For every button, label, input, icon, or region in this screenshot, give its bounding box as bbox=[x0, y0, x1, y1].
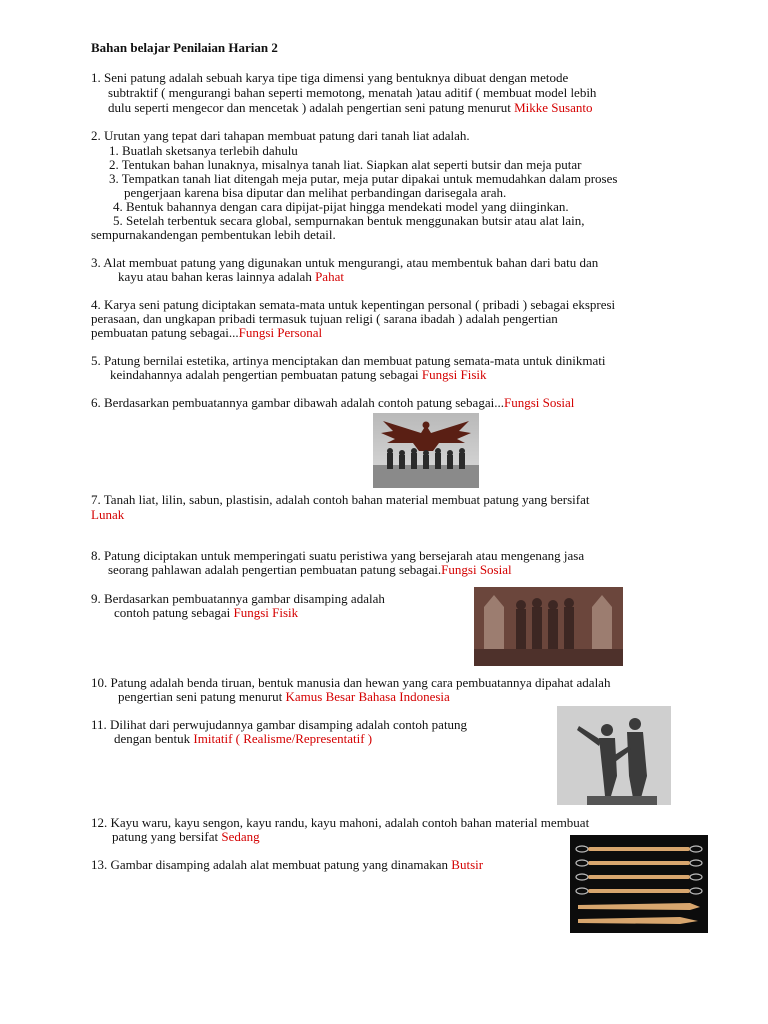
q2-step3b: pengerjaan karena bisa diputar dan melihat perbandingan darisegala arah. bbox=[124, 185, 507, 200]
q2-line1: 2. Urutan yang tepat dari tahapan membuat patung dari tanah liat adalah. bbox=[91, 128, 470, 143]
q13-answer: Butsir bbox=[451, 857, 484, 872]
q4-answer: Fungsi Personal bbox=[238, 325, 323, 340]
q2-step1: 1. Buatlah sketsanya terlebih dahulu bbox=[109, 143, 298, 158]
q3-line2: kayu atau bahan keras lainnya adalah Pahat bbox=[118, 269, 344, 284]
q9-answer: Fungsi Fisik bbox=[233, 605, 299, 620]
q10-line2: pengertian seni patung menurut Kamus Besar Bahasa Indonesia bbox=[118, 689, 450, 704]
q7-line1: 7. Tanah liat, lilin, sabun, plastisin, adalah contoh bahan material membuat patung yang bersifat bbox=[91, 492, 590, 507]
q1-line1: 1. Seni patung adalah sebuah karya tipe tiga dimensi yang bentuknya dibuat dengan metode bbox=[91, 70, 569, 85]
q13-line1: 13. Gambar disamping adalah alat membuat patung yang dinamakan Butsir bbox=[91, 857, 484, 872]
page-title: Bahan belajar Penilaian Harian 2 bbox=[91, 40, 278, 55]
q3-answer: Pahat bbox=[315, 269, 344, 284]
q11-line1: 11. Dilihat dari perwujudannya gambar disamping adalah contoh patung bbox=[91, 717, 468, 732]
q4-line2: perasaan, dan ungkapan pribadi termasuk tujuan religi ( sarana ibadah ) adalah pengertian bbox=[91, 311, 558, 326]
q1-answer: Mikke Susanto bbox=[514, 100, 593, 115]
q9-line1: 9. Berdasarkan pembuatannya gambar disamping adalah bbox=[91, 591, 385, 606]
q8-line2: seorang pahlawan adalah pengertian pembuatan patung sebagai.Fungsi Sosial bbox=[108, 562, 512, 577]
garuda-monument-image bbox=[373, 413, 479, 488]
q1-line3: dulu seperti mengecor dan mencetak ) adalah pengertian seni patung menurut Mikke Susanto bbox=[108, 100, 593, 115]
butsir-tools-image bbox=[570, 835, 708, 933]
q2-step5a: 5. Setelah terbentuk secara global, sempurnakan bentuk menggunakan butsir atau alat lain, bbox=[113, 213, 585, 228]
q3-line1: 3. Alat membuat patung yang digunakan untuk mengurangi, atau membentuk bahan dari batu dan bbox=[91, 255, 599, 270]
q4-line1: 4. Karya seni patung diciptakan semata-mata untuk kepentingan personal ( pribadi ) sebagai ekspresi bbox=[91, 297, 616, 312]
q2-step4: 4. Bentuk bahannya dengan cara dipijat-pijat hingga mendekati model yang diinginkan. bbox=[113, 199, 569, 214]
q12-line2: patung yang bersifat Sedang bbox=[112, 829, 260, 844]
q12-line1: 12. Kayu waru, kayu sengon, kayu randu, kayu mahoni, adalah contoh bahan material membuat bbox=[91, 815, 590, 830]
q5-line1: 5. Patung bernilai estetika, artinya menciptakan dan membuat patung semata-mata untuk dinikmati bbox=[91, 353, 606, 368]
q6-answer: Fungsi Sosial bbox=[503, 395, 575, 410]
q1-line2: subtraktif ( mengurangi bahan seperti memotong, menatah )atau aditif ( membuat model lebih bbox=[108, 85, 597, 100]
q10-answer: Kamus Besar Bahasa Indonesia bbox=[285, 689, 450, 704]
proclamation-statue-image bbox=[557, 706, 671, 805]
q7-answer: Lunak bbox=[91, 507, 125, 522]
q4-line3: pembuatan patung sebagai...Fungsi Personal bbox=[91, 325, 323, 340]
q11-line2: dengan bentuk Imitatif ( Realisme/Representatif ) bbox=[114, 731, 373, 746]
q2-step2: 2. Tentukan bahan lunaknya, misalnya tanah liat. Siapkan alat seperti butsir dan meja putar bbox=[109, 157, 582, 172]
q2-step5b: sempurnakandengan pembentukan lebih detail. bbox=[91, 227, 336, 242]
q11-answer: Imitatif ( Realisme/Representatif ) bbox=[193, 731, 373, 746]
q8-answer: Fungsi Sosial bbox=[441, 562, 512, 577]
q9-line2: contoh patung sebagai Fungsi Fisik bbox=[114, 605, 299, 620]
q8-line1: 8. Patung diciptakan untuk memperingati suatu peristiwa yang bersejarah atau mengenang jasa bbox=[91, 548, 585, 563]
q5-line2: keindahannya adalah pengertian pembuatan patung sebagai Fungsi Fisik bbox=[110, 367, 487, 382]
q2-step3a: 3. Tempatkan tanah liat ditengah meja putar, meja putar dipakai untuk memudahkan dalam proses bbox=[109, 171, 618, 186]
q10-line1: 10. Patung adalah benda tiruan, bentuk manusia dan hewan yang cara pembuatannya dipahat adalah bbox=[91, 675, 611, 690]
q6-line1: 6. Berdasarkan pembuatannya gambar dibawah adalah contoh patung sebagai...Fungsi Sosial bbox=[91, 395, 575, 410]
q12-answer: Sedang bbox=[221, 829, 260, 844]
cathedral-statues-image bbox=[474, 587, 623, 666]
q5-answer: Fungsi Fisik bbox=[421, 367, 487, 382]
